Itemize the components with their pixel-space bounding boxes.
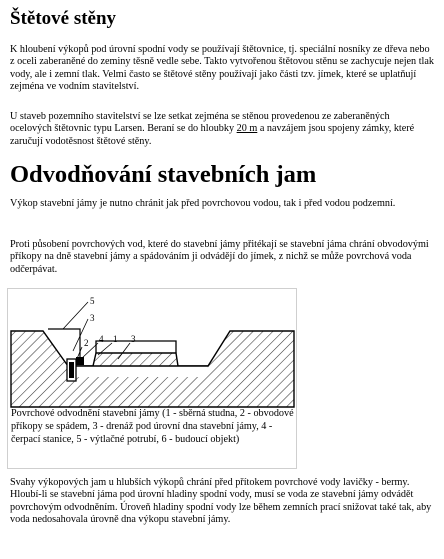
paragraph-text: a navzájem jsou spojeny zámky, které zaručují vodotěsnost štětové stěny. [10, 123, 415, 147]
section-heading-sheet-pile-walls: Štětové stěny [10, 8, 117, 29]
figure-caption: Povrchové odvodnění stavební jámy (1 - sběrná studna, 2 - obvodové příkopy se spádem, 3 - drenáž pod úrovní dna stavební jámy, 4 - čerpací stanice, 5 - výtlačné potrubí, 6 - budoucí objekt) [11, 408, 294, 445]
figure-label: 5 [90, 296, 95, 306]
paragraph-text: U staveb pozemního stavitelství se lze setkat zejména se stěnou provedenou ze zaberaněných ocelových štětovnic typu Larsen. Beraní se do hloubky [10, 111, 390, 135]
section-heading-pit-drainage: Odvodňování stavebních jam [10, 161, 317, 188]
paragraph-berms: Svahy výkopových jam u hlubších výkopů chrání před přítokem povrchové vody lavičky - bermy. Hloubí-li se stavební jáma pod úrovní hladiny spodní vody, musí se voda ze stavební jámy odvádět povrchovým odvodněním. Úroveň hladiny spodní vody lze během zemních prací snižovat také tak, aby voda nedosahovala úrovně dna výkopu stavební jámy. [10, 477, 432, 526]
paragraph-sheet-piles-intro: K hloubení výkopů pod úrovní spodní vody se používají štětovnice, tj. speciální nosníky ze dřeva nebo z oceli zaberaněné do zeminy těsně vedle sebe. Takto vytvořenou štětovou stěnu se zachycuje nejen tlak vody, ale i zemní tlak. Velmi často se štětové stěny používají jako části tzv. jímek, které se uplatňují zejména ve vodním stavitelství. [10, 44, 434, 93]
paragraph-surface-water: Proti působení povrchových vod, které do stavební jámy přitékají se stavební jáma chrání obvodovými příkopy na dně stavební jámy a spádováním ji odvádějí do jímek, z nichž se může povrchová voda odčerpávat. [10, 239, 429, 275]
figure-label: 1 [113, 334, 118, 344]
paragraph-larsen-piles [10, 111, 434, 148]
depth-link[interactable]: 20 m [236, 123, 258, 135]
drainage-diagram [8, 289, 296, 409]
figure-label: 2 [84, 338, 89, 348]
future-building [96, 341, 176, 353]
drainage-figure [7, 288, 297, 469]
figure-label: 3 [90, 313, 95, 323]
paragraph-pit-protection: Výkop stavební jámy je nutno chránit jak před povrchovou vodou, tak i před vodou podzemní. [10, 198, 396, 209]
figure-label: 3 [131, 334, 136, 344]
figure-label: 4 [99, 334, 104, 344]
